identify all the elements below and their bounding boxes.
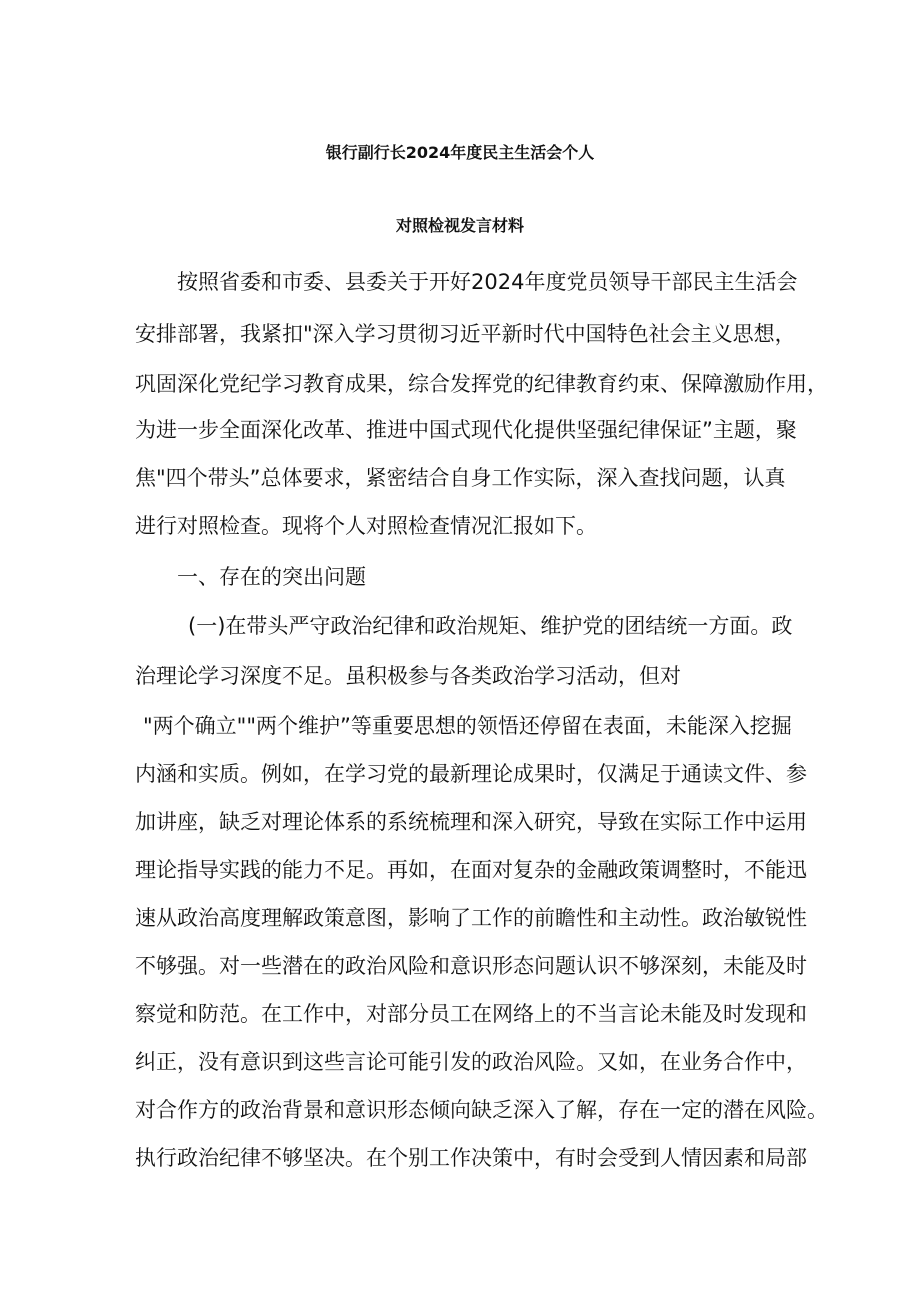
section-heading: 一、存在的突出问题 (177, 565, 366, 589)
body-line: 理论指导实践的能力不足。再如，在面对复杂的金融政策调整时，不能迅 (135, 858, 807, 882)
body-line: 纠正，没有意识到这些言论可能引发的政治风险。又如，在业务合作中， (135, 1050, 807, 1074)
body-line: 治理论学习深度不足。虽积极参与各类政治学习活动，但对 (135, 664, 681, 688)
document-title-line-2: 对照检视发言材料 (395, 216, 524, 235)
body-line: 对合作方的政治背景和意识形态倾向缺乏深入了解，存在一定的潜在风险。 (135, 1098, 828, 1122)
body-line: 按照省委和市委、县委关于开好2024年度党员领导干部民主生活会 (177, 270, 798, 294)
body-line: (一)在带头严守政治纪律和政治规矩、维护党的团结统一方面。政 (188, 614, 793, 638)
body-line: 焦"四个带头”总体要求，紧密结合自身工作实际，深入查找问题，认真 (135, 466, 786, 490)
body-line: "两个确立""两个维护”等重要思想的领悟还停留在表面，未能深入挖掘 (143, 714, 792, 738)
body-line: 进行对照检查。现将个人对照检查情况汇报如下。 (135, 514, 597, 538)
body-line: 巩固深化党纪学习教育成果，综合发挥党的纪律教育约束、保障激励作用， (135, 372, 828, 396)
body-line: 加讲座，缺乏对理论体系的系统梳理和深入研究，导致在实际工作中运用 (135, 810, 807, 834)
body-line: 安排部署，我紧扣"深入学习贯彻习近平新时代中国特色社会主义思想， (135, 322, 796, 346)
body-line: 为进一步全面深化改革、推进中国式现代化提供坚强纪律保证”主题，聚 (135, 418, 797, 442)
document-title-line-1: 银行副行长2024年度民主生活会个人 (325, 143, 595, 162)
body-line: 察觉和防范。在工作中，对部分员工在网络上的不当言论未能及时发现和 (135, 1002, 807, 1026)
body-line: 执行政治纪律不够坚决。在个别工作决策中，有时会受到人情因素和局部 (135, 1146, 807, 1170)
body-line: 速从政治高度理解政策意图，影响了工作的前瞻性和主动性。政治敏锐性 (135, 906, 807, 930)
body-line: 内涵和实质。例如，在学习党的最新理论成果时，仅满足于通读文件、参 (135, 762, 807, 786)
body-line: 不够强。对一些潜在的政治风险和意识形态问题认识不够深刻，未能及时 (135, 954, 807, 978)
